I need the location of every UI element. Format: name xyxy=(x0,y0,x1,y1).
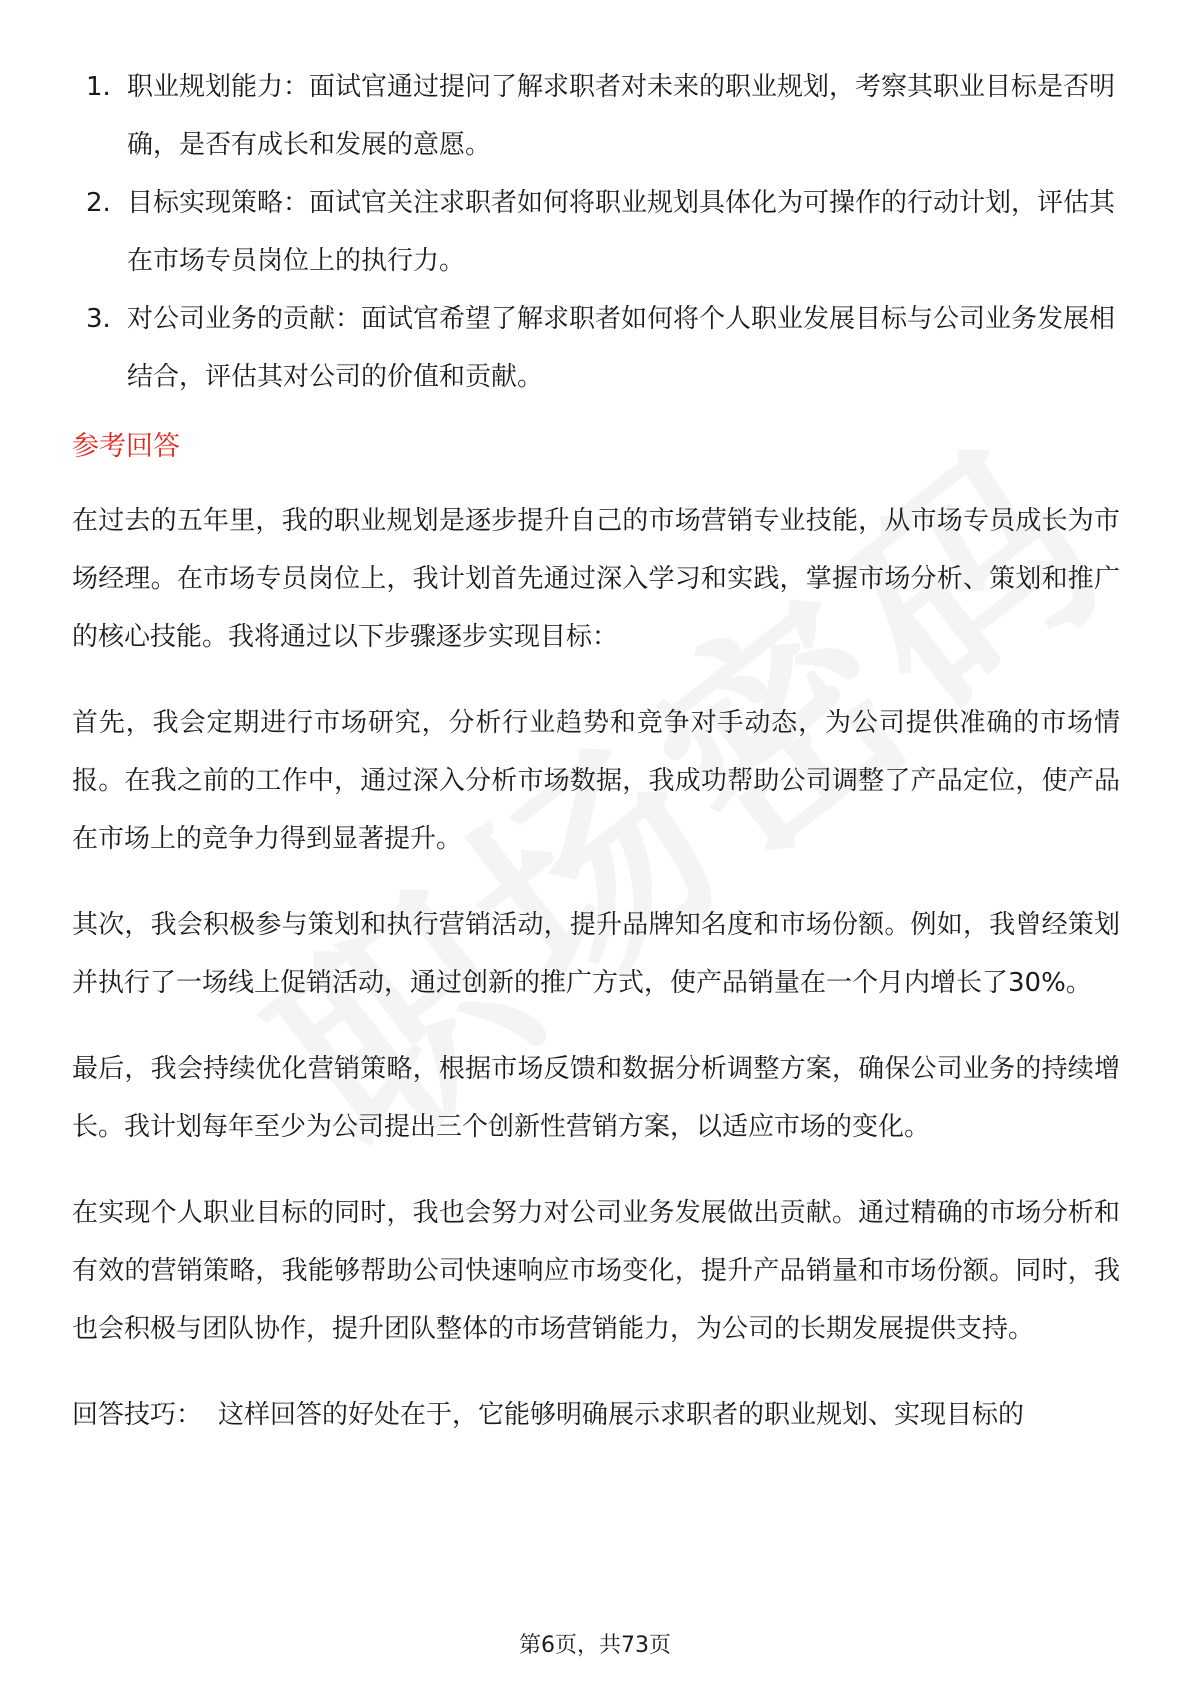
list-item-text: 对公司业务的贡献：面试官希望了解求职者如何将个人职业发展目标与公司业务发展相结合，评估其对公司的价值和贡献。 xyxy=(127,304,1116,392)
answer-paragraph: 最后，我会持续优化营销策略，根据市场反馈和数据分析调整方案，确保公司业务的持续增长。我计划每年至少为公司提出三个创新性营销方案，以适应市场的变化。 xyxy=(72,1054,1120,1142)
answer-paragraph: 在过去的五年里，我的职业规划是逐步提升自己的市场营销专业技能，从市场专员成长为市场经理。在市场专员岗位上，我计划首先通过深入学习和实践，掌握市场分析、策划和推广的核心技能。我将通过以下步骤逐步实现目标： xyxy=(72,506,1120,652)
list-item-number: 2. xyxy=(86,188,111,218)
list-item-text: 目标实现策略：面试官关注求职者如何将职业规划具体化为可操作的行动计划，评估其在市场专员岗位上的执行力。 xyxy=(127,188,1116,276)
answer-paragraph: 首先，我会定期进行市场研究，分析行业趋势和竞争对手动态，为公司提供准确的市场情报。在我之前的工作中，通过深入分析市场数据，我成功帮助公司调整了产品定位，使产品在市场上的竞争力得到显著提升。 xyxy=(72,708,1120,854)
list-item xyxy=(72,290,1120,406)
page-number: 第6页，共73页 xyxy=(519,1633,671,1658)
list-item-number: 1. xyxy=(86,72,111,102)
list-item-text: 职业规划能力：面试官通过提问了解求职者对未来的职业规划，考察其职业目标是否明确，是否有成长和发展的意愿。 xyxy=(127,72,1116,160)
list-item-number: 3. xyxy=(86,304,111,334)
section-title: 参考回答 xyxy=(72,431,180,462)
answer-paragraph: 其次，我会积极参与策划和执行营销活动，提升品牌知名度和市场份额。例如，我曾经策划并执行了一场线上促销活动，通过创新的推广方式，使产品销量在一个月内增长了30%。 xyxy=(72,910,1120,998)
evaluation-criteria-list xyxy=(72,58,1120,406)
page-content xyxy=(72,58,1120,1444)
answer-paragraph: 在实现个人职业目标的同时，我也会努力对公司业务发展做出贡献。通过精确的市场分析和有效的营销策略，我能够帮助公司快速响应市场变化，提升产品销量和市场份额。同时，我也会积极与团队协作，提升团队整体的市场营销能力，为公司的长期发展提供支持。 xyxy=(72,1198,1120,1344)
answer-tip xyxy=(72,1386,1120,1444)
list-item xyxy=(72,58,1120,174)
answer-tip-label: 回答技巧： xyxy=(72,1400,203,1430)
answer-tip-text: 这样回答的好处在于，它能够明确展示求职者的职业规划、实现目标的 xyxy=(218,1400,1025,1430)
list-item xyxy=(72,174,1120,290)
